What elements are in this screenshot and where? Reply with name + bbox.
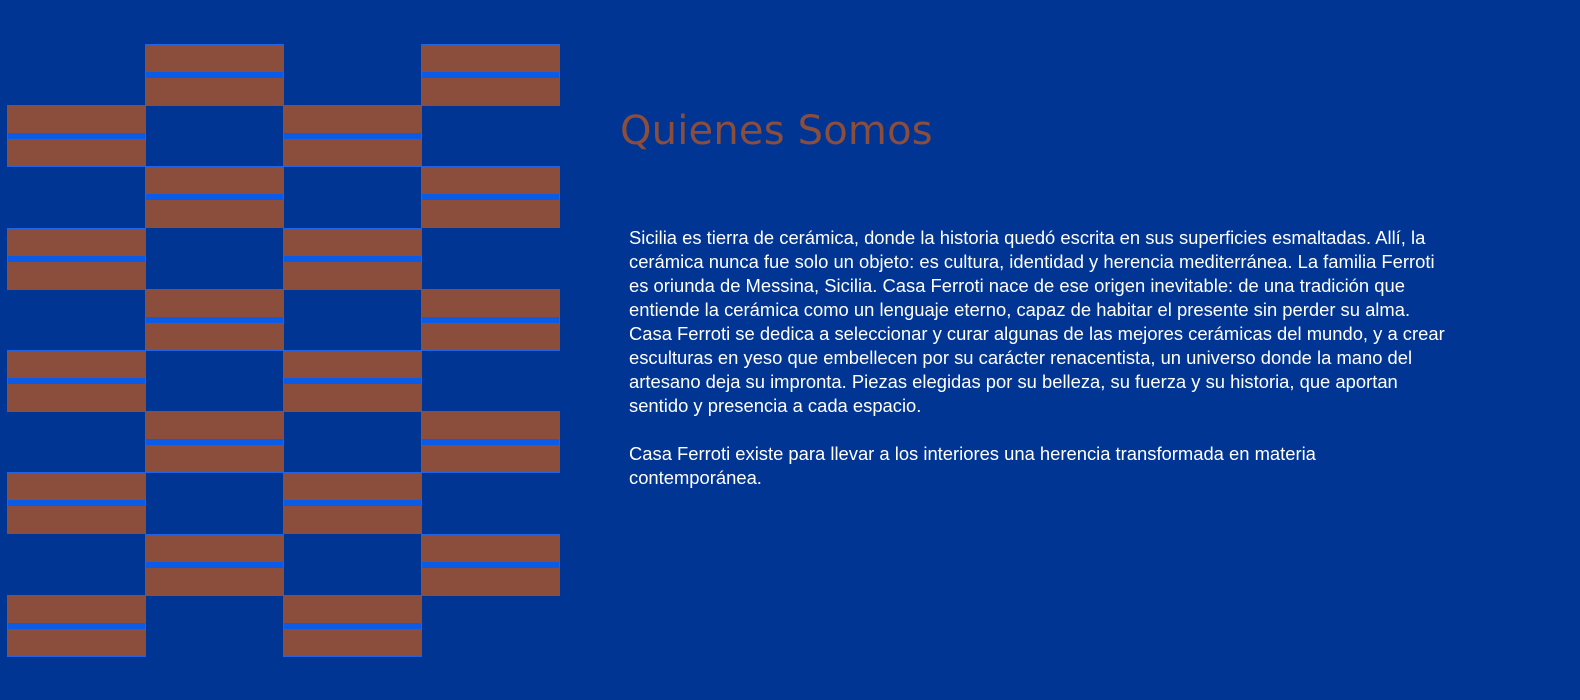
ceramic-tile: [7, 105, 146, 167]
tile-glaze-band: [8, 106, 145, 133]
tile-glaze-band: [146, 535, 283, 562]
tile-glaze-band: [284, 139, 421, 166]
ceramic-tile: [7, 595, 146, 657]
tile-glaze-band: [8, 139, 145, 166]
tile-glaze-band: [146, 78, 283, 105]
tile-glaze-band: [422, 445, 559, 472]
tile-glaze-band: [8, 384, 145, 411]
ceramic-tile: [145, 411, 284, 473]
tile-glaze-band: [422, 412, 559, 439]
ceramic-tile: [7, 228, 146, 290]
tile-glaze-band: [284, 351, 421, 378]
tile-glaze-band: [146, 568, 283, 595]
ceramic-tile: [145, 44, 284, 106]
ceramic-tile: [145, 534, 284, 596]
tile-glaze-band: [8, 596, 145, 623]
ceramic-tile: [283, 228, 422, 290]
ceramic-tile: [283, 472, 422, 534]
ceramic-tile: [283, 105, 422, 167]
ceramic-tile: [421, 44, 560, 106]
tile-glaze-band: [284, 629, 421, 656]
tile-glaze-band: [8, 506, 145, 533]
ceramic-tile: [145, 289, 284, 351]
tile-glaze-band: [284, 384, 421, 411]
ceramic-tile: [7, 472, 146, 534]
tile-glaze-band: [8, 229, 145, 256]
tile-glaze-band: [284, 229, 421, 256]
tile-glaze-band: [422, 167, 559, 194]
ceramic-tile: [7, 350, 146, 412]
ceramic-tile: [283, 350, 422, 412]
ceramic-tile: [145, 166, 284, 228]
ceramic-tile: [421, 289, 560, 351]
tile-glaze-band: [146, 323, 283, 350]
tile-glaze-band: [146, 290, 283, 317]
tile-glaze-band: [284, 473, 421, 500]
tile-glaze-band: [146, 200, 283, 227]
tile-glaze-band: [146, 445, 283, 472]
tile-glaze-band: [422, 568, 559, 595]
about-text: [629, 226, 1449, 490]
ceramic-tile: [421, 411, 560, 473]
tile-glaze-band: [8, 262, 145, 289]
section-title: Quienes Somos: [620, 108, 933, 154]
tile-glaze-band: [8, 473, 145, 500]
ceramic-tile: [421, 534, 560, 596]
about-paragraph: Casa Ferroti existe para llevar a los interiores una herencia transformada en materia contemporánea.: [629, 443, 1316, 488]
ceramic-tile-pattern: [0, 0, 570, 700]
tile-glaze-band: [146, 412, 283, 439]
tile-glaze-band: [422, 200, 559, 227]
tile-glaze-band: [422, 535, 559, 562]
tile-glaze-band: [8, 351, 145, 378]
ceramic-tile: [283, 595, 422, 657]
tile-glaze-band: [146, 167, 283, 194]
tile-glaze-band: [422, 290, 559, 317]
ceramic-tile: [421, 166, 560, 228]
tile-glaze-band: [422, 45, 559, 72]
tile-glaze-band: [284, 506, 421, 533]
about-paragraph: Casa Ferroti se dedica a seleccionar y curar algunas de las mejores cerámicas del mundo, y a crear esculturas en yeso que embellecen por su carácter renacentista, un universo donde la mano del artesano deja su impronta. Piezas elegidas por su belleza, su fuerza y su historia, que aportan sentido y presencia a cada espacio.: [629, 323, 1445, 416]
tile-glaze-band: [284, 596, 421, 623]
tile-glaze-band: [284, 262, 421, 289]
tile-glaze-band: [284, 106, 421, 133]
tile-glaze-band: [422, 78, 559, 105]
tile-glaze-band: [422, 323, 559, 350]
tile-glaze-band: [8, 629, 145, 656]
about-paragraph: Sicilia es tierra de cerámica, donde la historia quedó escrita en sus superficies esmaltadas. Allí, la cerámica nunca fue solo un objeto: es cultura, identidad y herencia mediterránea. La familia Ferroti es oriunda de Messina, Sicilia. Casa Ferroti nace de ese origen inevitable: de una tradición que entiende la cerámica como un lenguaje eterno, capaz de habitar el presente sin perder su alma.: [629, 227, 1435, 320]
tile-glaze-band: [146, 45, 283, 72]
